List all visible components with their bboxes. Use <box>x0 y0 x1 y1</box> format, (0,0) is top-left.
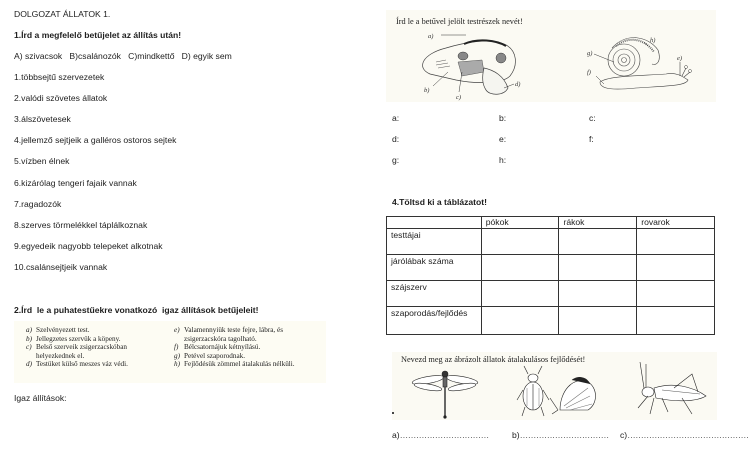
statement-text: Valamennyiük teste fejre, lábra, és zsigerzacskóra tagolható. <box>184 326 283 343</box>
answer-label-f: f: <box>589 134 594 144</box>
statements-left <box>26 326 176 369</box>
row-label: járólábak száma <box>387 255 482 281</box>
list-item: 4.jellemző sejtjeik a galléros ostoros sejtek <box>14 135 177 145</box>
statement-text: Szelvényezett test. <box>36 326 90 334</box>
section2-heading: 2.Írd le a puhatestűekre vonatkozó igaz állítások betűjeleit! <box>14 305 259 315</box>
insects-illustration <box>392 352 717 420</box>
table-cell[interactable] <box>481 255 559 281</box>
list-item: 8.szerves törmelékkel táplálkoznak <box>14 220 148 230</box>
answer-label-g: g: <box>392 155 400 165</box>
table-cell[interactable] <box>481 281 559 307</box>
statement-letter: a) <box>26 326 32 334</box>
statement-item <box>26 326 176 335</box>
answer-label-c: c: <box>589 113 596 123</box>
table-cell[interactable] <box>481 307 559 335</box>
row-label: szaporodás/fejlődés <box>387 307 482 335</box>
label-g: g) <box>587 50 593 57</box>
table-row <box>387 281 715 307</box>
table-row <box>387 307 715 335</box>
section1-options: A) szivacsok B)csalánozók C)mindkettő D) egyik sem <box>14 51 232 61</box>
answer-label-d: d: <box>392 134 400 144</box>
label-a: a) <box>428 33 434 40</box>
snail-illustration <box>386 10 716 102</box>
answer-label-b: b: <box>499 113 507 123</box>
label-f: f) <box>587 69 591 76</box>
answer-c-label: c) <box>620 430 628 440</box>
table-row <box>387 255 715 281</box>
table-cell[interactable] <box>637 307 715 335</box>
answer-a <box>392 430 489 441</box>
figure-title: Írd le a betűvel jelölt testrészek nevét! <box>396 17 523 26</box>
answer-label-h: h: <box>499 155 507 165</box>
statement-text: Bélcsatornájuk kétnyílású. <box>184 343 261 352</box>
statement-letter: e) <box>174 326 180 334</box>
bullet-dot <box>392 412 394 414</box>
statement-item <box>174 360 324 369</box>
answer-label-a: a: <box>392 113 400 123</box>
label-d: d) <box>515 81 521 88</box>
answer-b <box>512 430 609 441</box>
table-header-cell: rovarok <box>637 217 715 229</box>
table-header-cell <box>387 217 482 229</box>
statement-item <box>174 343 324 352</box>
table-header-cell: pókok <box>481 217 559 229</box>
statement-text: Jellegzetes szervük a köpeny. <box>36 334 121 343</box>
table-cell[interactable] <box>559 307 637 335</box>
answer-label-e: e: <box>499 134 507 144</box>
table-header-cell: rákok <box>559 217 637 229</box>
label-c: c) <box>456 94 462 101</box>
list-item: 3.álszövetesek <box>14 114 71 124</box>
table-cell[interactable] <box>559 229 637 255</box>
statement-letter: d) <box>26 360 32 369</box>
list-item: 9.egyedeik nagyobb telepeket alkotnak <box>14 241 163 251</box>
section1-heading: 1.Írd a megfelelő betűjelet az állítás után! <box>14 30 182 40</box>
mollusc-figure <box>386 10 716 102</box>
beetle-icon <box>517 366 549 416</box>
table-cell[interactable] <box>559 281 637 307</box>
table-cell[interactable] <box>559 255 637 281</box>
statement-letter: b) <box>26 334 32 343</box>
table-cell[interactable] <box>637 229 715 255</box>
answer-b-label: b) <box>512 430 520 440</box>
row-label: testtájai <box>387 229 482 255</box>
statements-right <box>174 326 324 369</box>
statement-letter: c) <box>26 343 32 352</box>
list-item: 5.vízben élnek <box>14 156 70 166</box>
dragonfly-icon <box>412 371 479 418</box>
comparison-table <box>386 216 715 335</box>
statement-item <box>26 343 176 360</box>
list-item: 10.csalánsejtjeik vannak <box>14 262 108 272</box>
statements-box <box>14 321 326 383</box>
butterfly-icon <box>550 377 596 414</box>
table-cell[interactable] <box>637 255 715 281</box>
table-header-row <box>387 217 715 229</box>
list-item: 7.ragadozók <box>14 199 62 209</box>
row-label: szájszerv <box>387 281 482 307</box>
statement-item <box>26 335 176 344</box>
answer-b-blank[interactable]: …………………………… <box>519 430 609 440</box>
statement-item <box>174 352 324 361</box>
statement-text: Belső szerveik zsigerzacskóban helyezkednek el. <box>36 343 128 360</box>
list-item: 2.valódi szövetes állatok <box>14 93 108 103</box>
table-row <box>387 229 715 255</box>
answer-c <box>620 430 749 441</box>
statement-text: Fejlődésük zömmel átalakulás nélküli. <box>184 360 295 369</box>
answer-a-label: a) <box>392 430 400 440</box>
label-h: h) <box>650 37 656 44</box>
answer-c-blank[interactable]: ……………………………………… <box>627 430 749 440</box>
answer-a-blank[interactable]: …………………………… <box>399 430 489 440</box>
statement-letter: g) <box>174 351 180 360</box>
table-cell[interactable] <box>637 281 715 307</box>
document-title: DOLGOZAT ÁLLATOK 1. <box>14 9 111 19</box>
statement-letter: h) <box>174 360 180 369</box>
statement-text: Petével szaporodnak. <box>184 351 246 360</box>
statement-item <box>174 326 324 343</box>
insects-figure <box>392 352 717 420</box>
label-e: e) <box>677 55 683 62</box>
statement-item <box>26 360 176 369</box>
figure-title: Nevezd meg az ábrázolt állatok átalakulásos fejlődését! <box>401 355 586 364</box>
true-statements-label: Igaz állítások: <box>14 393 67 403</box>
statement-letter: f) <box>174 343 179 352</box>
grasshopper-icon <box>638 362 706 414</box>
section4-heading: 4.Töltsd ki a táblázatot! <box>392 197 488 207</box>
list-item: 6.kizárólag tengeri fajaik vannak <box>14 178 137 188</box>
table-cell[interactable] <box>481 229 559 255</box>
statement-text: Testüket külső meszes váz védi. <box>36 360 128 369</box>
label-b: b) <box>424 87 430 94</box>
list-item: 1.többsejtű szervezetek <box>14 72 105 82</box>
